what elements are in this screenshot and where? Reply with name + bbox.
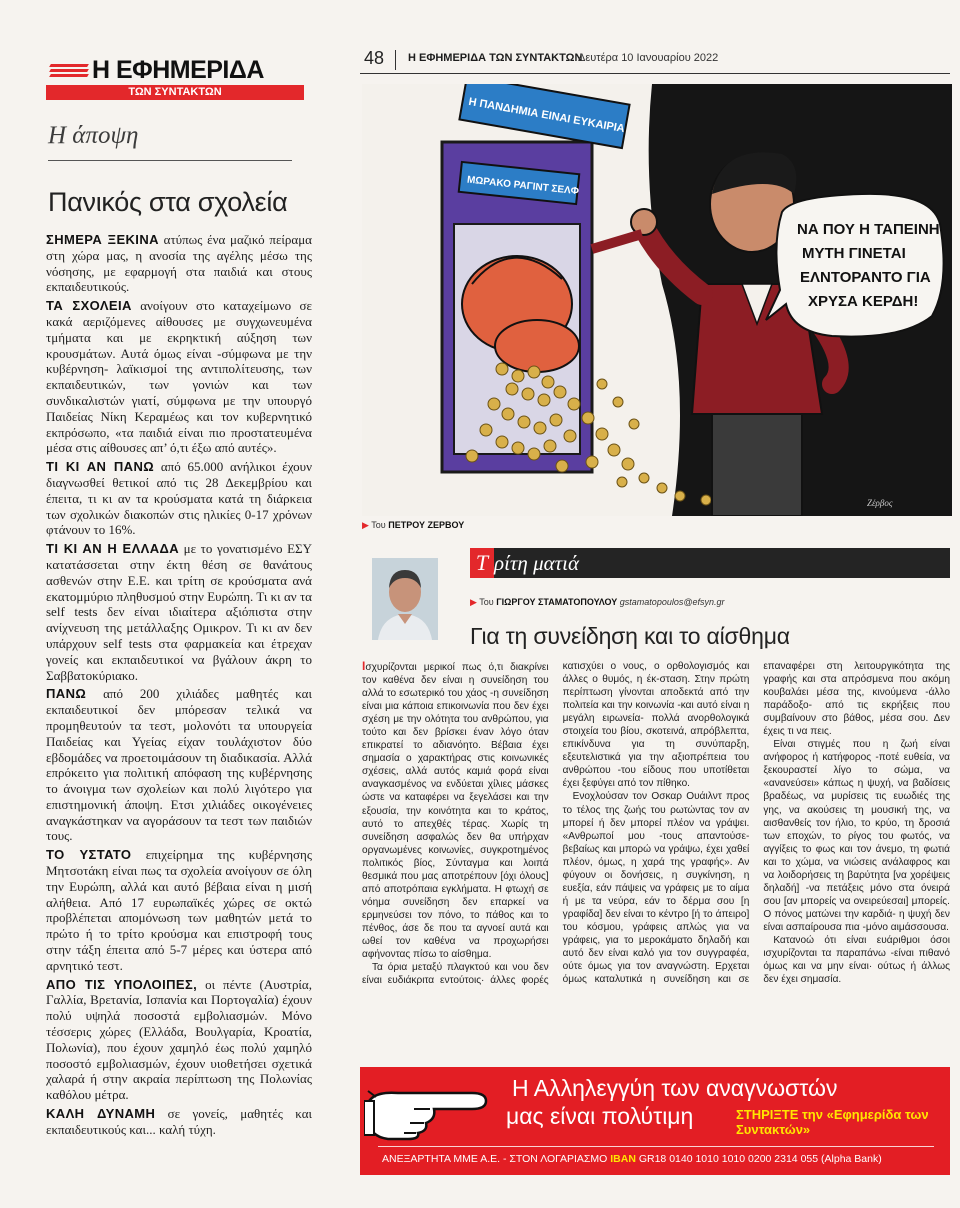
opinion-paragraph: [46, 459, 312, 538]
speech-line: ΧΡΥΣΑ ΚΕΡΔΗ!: [808, 293, 919, 310]
column-name: ρίτη ματιά: [494, 551, 580, 575]
credit-prefix: Του: [371, 520, 386, 530]
article-paragraph: [763, 738, 950, 934]
machine-sign-text: ΜΩΡΑΚΟ ΡΑΓΙΝΤ ΣΕΛΦ: [466, 174, 580, 198]
paragraph-lead: ΑΠΟ ΤΙΣ ΥΠΟΛΟΙΠΕΣ,: [46, 976, 198, 992]
ad-headline-line1: Η Αλληλεγγύη των αναγνωστών: [512, 1075, 838, 1101]
paragraph-text: Είναι στιγμές που η ζωή είναι ανήφορος ή κατήφορος -ποτέ ευθεία, να ξεκουραστεί λίγο το σώμα, να «ανανεύσει» κάπως η ψυχή, να βαδίσεις βραδέως, να μυρίσεις τις ευωδιές της γης, να ακούσεις τη μουσική της, να αισθανθείς τον ήλιο, το κρύο, τη δροσιά των εποχών, το ρίγος του φωτός, να αγγίξεις το φως και τον άνεμο, τη φωτιά και το χώμα, να νιώσεις ανάλαφρος και να λοιδορήσεις τη βαρύτητα [να χορέψεις δηλαδή] -να πετάξεις μόνο στα όνειρά σου [αν μπορείς να ονειρεύεσαι] μπορείς. Ο πόνος ματώνει την καρδιά- η ψυχή δεν είναι ασπαίρουσα πια -μόνο αιμάσσουσα.: [763, 739, 950, 933]
paragraph-text: σχυρίζονται μερικοί πως ό,τι διακρίνει τον καθένα δεν είναι η συνείδηση του αλλά το εσωτερικό του χάος -η συνείδηση είναι μια κάποια επικοινωνία που δεν έχει σχέση με την ολότητα του ανθρώπου, για τούτο και δεν βρίσκει έναν λόγο όταν επικρατεί το αδιανόητο. Βέβαια έχει σημασία ο χαρακτήρας στις κοινωνικές σχέσεις, αλλά αυτός καμιά φορά είναι αναγκασμένος να ενδύεται χίλιες μάσκες ώστε να καταφέρει να ξεγελάσει και την εξουσία, την κοινότητα και το κράτος, αυτό το απεχθές τέρας. Χωρίς τη συνείδηση ασφαλώς δεν θα υπήρχαν οργανωμένες κοινωνίες, συγκροτημένος πολιτικός βίος, Σύνταγμα και λοιπά θεσμικά που μας αποτρέπουν [όχι όλους] από αποτρόπαια εγκλήματα. Η φτωχή σε νόημα συνείδηση δεν επαρκεί να ερμηνεύσει τον πόνο, το πάθος και το πένθος, άσε δε που τα αγνοεί αυτά και ωθεί τον καθένα να προχωρήσει αφήνοντας πίσω το αίσθημα.: [362, 662, 549, 961]
paragraph-lead: ΤΟ ΥΣΤΑΤΟ: [46, 847, 132, 863]
masthead-title: Η ΕΦΗΜΕΡΙΔΑ: [92, 56, 264, 84]
opinion-paragraph: [46, 686, 312, 844]
cartoon-credit: [362, 520, 464, 531]
opinion-paragraph: [46, 298, 312, 456]
paragraph-text: οι πέντε (Αυστρία, Γαλλία, Βρετανία, Ισπανία και Πορτογαλία) έχουν πολύ υψηλά ποσοστά εμβολιασμών. Μόνο τέσσερις χώρες (Ελλάδα, Βουλγαρία, Κροατία, Πολωνία), που έχουν χαμηλό έως πολύ χαμηλό ποσοστό εμβολιασμών, έχουν υιοθετήσει σχετικά χαλαρά ή στην ακραία περίπτωση της Πολωνίας καθόλου μέτρα.: [46, 976, 312, 1103]
opinion-headline: Πανικός στα σχολεία: [48, 187, 288, 217]
author-name: ΓΙΩΡΓΟΥ ΣΤΑΜΑΤΟΠΟΥΛΟΥ: [496, 597, 618, 607]
iban-number: GR18 0140 1010 1010 0200 2314 055: [638, 1153, 819, 1165]
top-sign-text: Η ΠΑΝΔΗΜΙΑ ΕΙΝΑΙ ΕΥΚΑΙΡΙΑ: [467, 95, 626, 136]
paragraph-lead: ΤΙ ΚΙ ΑΝ Η ΕΛΛΑΔΑ: [46, 541, 180, 557]
masthead: [40, 56, 312, 102]
author-photo: [372, 558, 438, 640]
arrow-icon: ▶: [470, 597, 477, 607]
masthead-stripes-icon: [50, 64, 88, 80]
paragraph-lead: ΤΙ ΚΙ ΑΝ ΠΑΝΩ: [46, 459, 155, 475]
article-title: Για τη συνείδηση και το αίσθημα: [470, 623, 790, 649]
ad-bank-details: [382, 1153, 882, 1165]
opinion-paragraph: [46, 847, 312, 973]
paragraph-text: Τα όρια μεταξύ πλαγκτού και νου δεν είναι ευδιάκριτα εντούτοις· άλλες φορές κατισχύει ο νους, ο ορθολογισμός και άλλες ο θυμός, η έκ-σταση. Στην πρώτη περίπτωση γίνονται αποδεκτά από την πολιτεία και την κοινωνία -και αυτό είναι η μεγάλη ειρωνεία- πολλά ανορθολογικά στοιχεία του βίου, σκοτεινά, απρόβλεπτα, επικίνδυνα για τη συνύπαρξη, εξευτελιστικά για την αξιοπρέπεια του ανθρώπου -του είδους που υποτίθεται έχει ξεφύγει από τον πίθηκο.: [362, 661, 750, 987]
iban-label: IBAN: [610, 1153, 636, 1165]
issue-date: Δευτέρα 10 Ιανουαρίου 2022: [578, 52, 719, 64]
paragraph-text: σε γονείς, μαθητές και εκπαιδευτικούς και... καλή τύχη.: [46, 1106, 312, 1137]
drop-cap: Ι: [362, 659, 366, 673]
cartoon-illustration: [362, 84, 952, 516]
author-email: gstamatopoulos@efsyn.gr: [619, 597, 725, 607]
solidarity-ad: [360, 1067, 950, 1175]
paper-name: Η ΕΦΗΜΕΡΙΔΑ ΤΩΝ ΣΥΝΤΑΚΤΩΝ: [408, 52, 583, 64]
column-initial: Τ: [470, 548, 494, 578]
paragraph-lead: ΚΑΛΗ ΔΥΝΑΜΗ: [46, 1106, 156, 1122]
page-number: 48: [364, 48, 385, 68]
divider: [395, 50, 396, 70]
opinion-column: [40, 56, 312, 1141]
article-paragraph: [763, 934, 950, 986]
pointing-hand-icon: [364, 1073, 504, 1145]
arrow-icon: ▶: [362, 520, 369, 530]
opinion-paragraph: [46, 232, 312, 295]
byline-prefix: Του: [479, 597, 494, 607]
paragraph-text: Ενοχλούσαν τον Οσκαρ Ουάιλντ προς το τέλος της ζωής του ρωτώντας τον αν μπορεί ή δεν μπορεί πλέον να γράψει. «Ανθρωποί μου -τους απαντούσε- βεβαίως και μπορώ να γράψω, έχει χαθεί πλέον, όμως, η χαρά της γραφής». Αν φύγουν οι δονήσεις, η συγκίνηση, η ευεξία, εάν πάψεις να γράφεις με το αίμα ή με τα νεύρα, εάν το δέρμα σου [η γραφίδα] δεν είναι το κέντρο [ή το άπειρο] του κόσμου, γράφεις απλώς για να γράφεις, για το μεροκάματο δηλαδή και αυτό δεν είναι καλό για τον συγγραφέα, ούτε όμως για τον αναγνώστη. Ερχεται όμως καταλυτικά η συνείδηση και σε επαναφέρει στη λειτουργικότητα της γραφής και στα απρόσμενα που ακόμη κουβαλάει μέσα της, κινούμενα -άλλο παράδοξο- από τις εκρήξεις που συμβαίνουν στο βάθος, μέσα σου. Δεν έχεις τι να πεις.: [562, 661, 950, 986]
divider: [48, 160, 292, 161]
paragraph-lead: ΤΑ ΣΧΟΛΕΙΑ: [46, 298, 132, 314]
page-header: [360, 46, 950, 74]
paragraph-text: από 65.000 ανήλικοι έχουν διαγνωσθεί θετικοί από τις 28 Δεκεμβρίου και έπειτα, τι κι αν τα κρούσματα κατά τη διάρκεια των σχολικών διακοπών στις ηλικίες 0-17 χρόνων φτάνουν το 16%.: [46, 459, 312, 538]
opinion-paragraph: [46, 1106, 312, 1138]
opinion-body: [46, 232, 312, 1138]
ad-bank-prefix: ΑΝΕΞΑΡΤΗΤΑ ΜΜΕ Α.Ε. - ΣΤΟΝ ΛΟΓΑΡΙΑΣΜΟ: [382, 1153, 608, 1165]
ad-headline-line2: μας είναι πολύτιμη: [506, 1103, 694, 1129]
opinion-paragraph: [46, 977, 312, 1103]
speech-line: ΜΥΤΗ ΓΙΝΕΤΑΙ: [802, 245, 906, 262]
paragraph-text: επιχείρημα της κυβέρνησης Μητσοτάκη είναι πως τα σχολεία ανοίγουν σε όλη την Ευρώπη, αλλά και αυτό βέβαια είναι η μισή αλήθεια. Από 17 ευρωπαϊκές χώρες σε οκτώ προβλέπεται απομόνωση των μαθητών μετά το πρώτο ή το τρίτο κρούσμα και επιστροφή τους στην τάξη έπειτα από 5-7 μέρες και ύστερα από αρνητικό τεστ.: [46, 847, 312, 973]
bank-name: (Alpha Bank): [821, 1153, 882, 1165]
opinion-section-label: Η άποψη: [48, 122, 139, 149]
speech-line: ΕΛΝΤΟΡΑΝΤΟ ΓΙΑ: [800, 269, 931, 286]
opinion-paragraph: [46, 541, 312, 683]
paragraph-text: ατύπως ένα μαζικό πείραμα στη χώρα μας, η ανοσία της αγέλης μέσω της νόσησης, με εφαρμογή στα παιδιά και στους εκπαιδευτικούς.: [46, 232, 312, 295]
editorial-cartoon: [362, 84, 952, 516]
ad-support-text: ΣΤΗΡΙΞΤΕ την «Εφημερίδα των Συντακτών»: [736, 1107, 929, 1137]
paragraph-text: με το γονατισμένο ΕΣΥ κατατάσσεται στην έκτη θέση σε θανάτους ασθενών στην Ε.Ε. και τρίτη σε κρούσματα ανά εκατομμύριο πληθυσμού στην Ευρώπη. Τι κι αν τα self tests δεν είναι ιδιαίτερα αξιόπιστα στην ανίχνευση της μετάλλαξης Ομικρον. Τι κι αν δεν υπάρχουν self tests στα φαρμακεία και έτρεχαν γονείς και εκπαιδευτικοί να βγάλουν άκρη το Σαββατοκύριακο.: [46, 541, 312, 683]
credit-name: ΠΕΤΡΟΥ ΖΕΡΒΟΥ: [388, 520, 465, 530]
article-paragraph: [362, 660, 549, 961]
divider: [378, 1146, 934, 1147]
cartoon-signature: Ζέρβος: [867, 498, 893, 508]
article-body: [362, 660, 950, 1038]
speech-line: ΝΑ ΠΟΥ Η ΤΑΠΕΙΝΗ: [797, 221, 940, 238]
paragraph-lead: ΣΗΜΕΡΑ ΞΕΚΙΝΑ: [46, 232, 159, 247]
paragraph-text: Κατανοώ ότι είναι ευάριθμοι όσοι ισχυρίζονται τα παραπάνω -είναι πιθανό όμως και να μην είναι· ούτως ή άλλως δεν έχει σημασία.: [763, 934, 950, 986]
article-byline: [470, 597, 725, 608]
paragraph-text: ανοίγουν στο καταχείμωνο σε κακά αεριζόμενες αίθουσες με συγχωνευμένα τμήματα και με εκρηκτική αύξηση των κρουσμάτων. Αυτά όμως είναι -σύμφωνα με την κυβέρνηση- λαϊκισμοί της αντιπολίτευσης, των εκπαιδευτικών, των γονιών και των συνδικαλιστών γιατί, σύμφωνα με την υπουργό Παιδείας Νίκη Κεραμέως και τον κυβερνητικό εκπρόσωπο, «τα παιδιά είναι πιο προστατευμένα μέσα στις αίθουσες απ’ ό,τι έξω από αυτές».: [46, 298, 313, 456]
paragraph-text: από 200 χιλιάδες μαθητές και εκπαιδευτικοί δεν μπόρεσαν τελικά να προμηθευτούν τα τεστ, μολονότι τα υπουργεία Παιδείας και Υγείας είχαν τουλάχιστον δύο εβδομάδες να προετοιμάσουν τη διαδικασία. Αλλά επρόκειτο για πολιτική απόφαση της κυβέρνησης το άνοιγμα των σχολείων και πολύ λιγότερο για επιστημονική άποψη. Ετσι χιλιάδες οικογένειες αναγκάστηκαν να αγοράσουν τα τεστ των παιδιών τους.: [46, 686, 312, 844]
paragraph-lead: ΠΑΝΩ: [46, 686, 87, 702]
masthead-subtitle: ΤΩΝ ΣΥΝΤΑΚΤΩΝ: [46, 85, 304, 100]
